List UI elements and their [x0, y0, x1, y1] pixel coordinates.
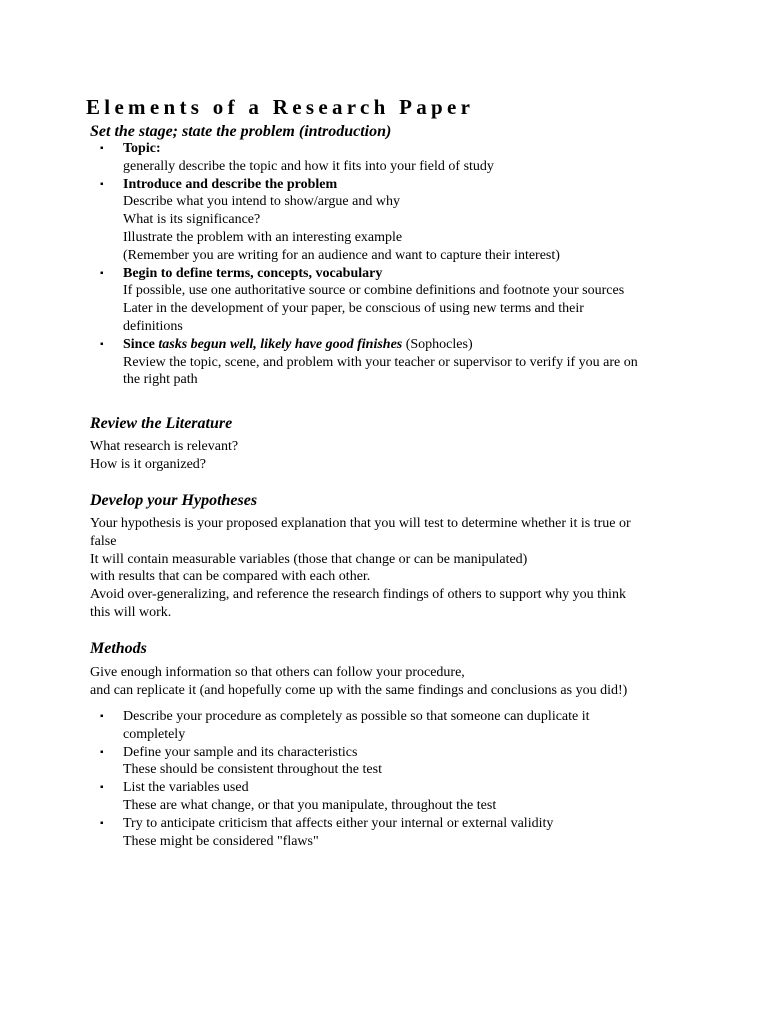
paragraph-line: Your hypothesis is your proposed explanation that you will test to determine whether it is true or: [90, 516, 631, 531]
paragraph-line: It will contain measurable variables (those that change or can be manipulated): [90, 551, 528, 567]
methods-heading: Methods: [90, 640, 147, 657]
list-item-procedure: [0, 708, 683, 744]
methods-list: [0, 708, 768, 850]
item-text: What is its significance?: [123, 212, 261, 228]
item-text: generally describe the topic and how it fits into your field of study: [123, 158, 494, 174]
bullet-icon: ▪: [100, 746, 104, 758]
item-text: (Remember you are writing for an audience and want to capture their interest): [123, 247, 560, 263]
paragraph-line: Give enough information so that others can follow your procedure,: [90, 665, 465, 680]
item-text: the right path: [123, 372, 198, 388]
paragraph-line: false: [90, 533, 117, 549]
item-text: If possible, use one authoritative source or combine definitions and footnote your sources: [123, 283, 625, 299]
bullet-icon: ▪: [100, 711, 104, 722]
bullet-icon: ▪: [100, 817, 104, 829]
paragraph-line: this will work.: [90, 604, 172, 620]
item-text: List the variables used: [123, 780, 249, 796]
methods-text: [90, 664, 690, 700]
list-item-sophocles: [0, 336, 683, 389]
paragraph-line: What research is relevant?: [90, 439, 239, 454]
paragraph-line: How is it organized?: [90, 456, 206, 472]
hypotheses-text: [90, 515, 690, 622]
introduction-heading: Set the stage; state the problem (introduction): [90, 123, 392, 140]
literature-heading: Review the Literature: [90, 415, 233, 432]
label-quote: tasks begun well, likely have good finishes: [158, 336, 403, 352]
list-item-terms: [0, 265, 683, 336]
item-text: These are what change, or that you manipulate, throughout the test: [123, 797, 497, 813]
paragraph-line: Avoid over-generalizing, and reference the research findings of others to support why you think: [90, 587, 626, 603]
item-text: completely: [123, 726, 186, 742]
paragraph-line: and can replicate it (and hopefully come up with the same findings and conclusions as you did!): [90, 682, 628, 698]
list-item-sample: [0, 744, 683, 780]
document-title: Elements of a Research Paper: [86, 95, 475, 119]
list-item-criticism: [0, 815, 683, 851]
item-text: Define your sample and its characteristics: [123, 744, 358, 760]
bullet-icon: ▪: [100, 782, 104, 794]
item-text: Review the topic, scene, and problem with your teacher or supervisor to verify if you are on: [123, 354, 638, 370]
paragraph-line: with results that can be compared with each other.: [90, 569, 371, 585]
introduction-list: [0, 140, 768, 389]
item-label: Introduce and describe the problem: [123, 176, 338, 192]
item-text: These might be considered "flaws": [123, 833, 319, 849]
label-attribution: (Sophocles): [402, 336, 473, 352]
bullet-icon: ▪: [100, 143, 104, 154]
hypotheses-heading: Develop your Hypotheses: [90, 492, 258, 509]
item-text: Illustrate the problem with an interesting example: [123, 229, 403, 245]
item-text: definitions: [123, 318, 183, 334]
item-text: Describe what you intend to show/argue and why: [123, 194, 400, 210]
list-item-topic: [0, 140, 683, 176]
item-text: Later in the development of your paper, be conscious of using new terms and their: [123, 301, 584, 317]
item-text: These should be consistent throughout the test: [123, 762, 382, 778]
item-label: Begin to define terms, concepts, vocabulary: [123, 265, 383, 281]
bullet-icon: ▪: [100, 178, 104, 190]
bullet-icon: ▪: [100, 267, 104, 279]
bullet-icon: ▪: [100, 338, 104, 350]
item-label: Topic:: [123, 141, 161, 156]
list-item-problem: [0, 176, 683, 265]
label-prefix: Since: [123, 336, 159, 352]
item-label: [123, 336, 683, 354]
list-item-variables: [0, 779, 683, 815]
literature-text: [90, 438, 690, 474]
item-text: Try to anticipate criticism that affects either your internal or external validity: [123, 815, 554, 831]
item-text: Describe your procedure as completely as possible so that someone can duplicate it: [123, 709, 590, 724]
